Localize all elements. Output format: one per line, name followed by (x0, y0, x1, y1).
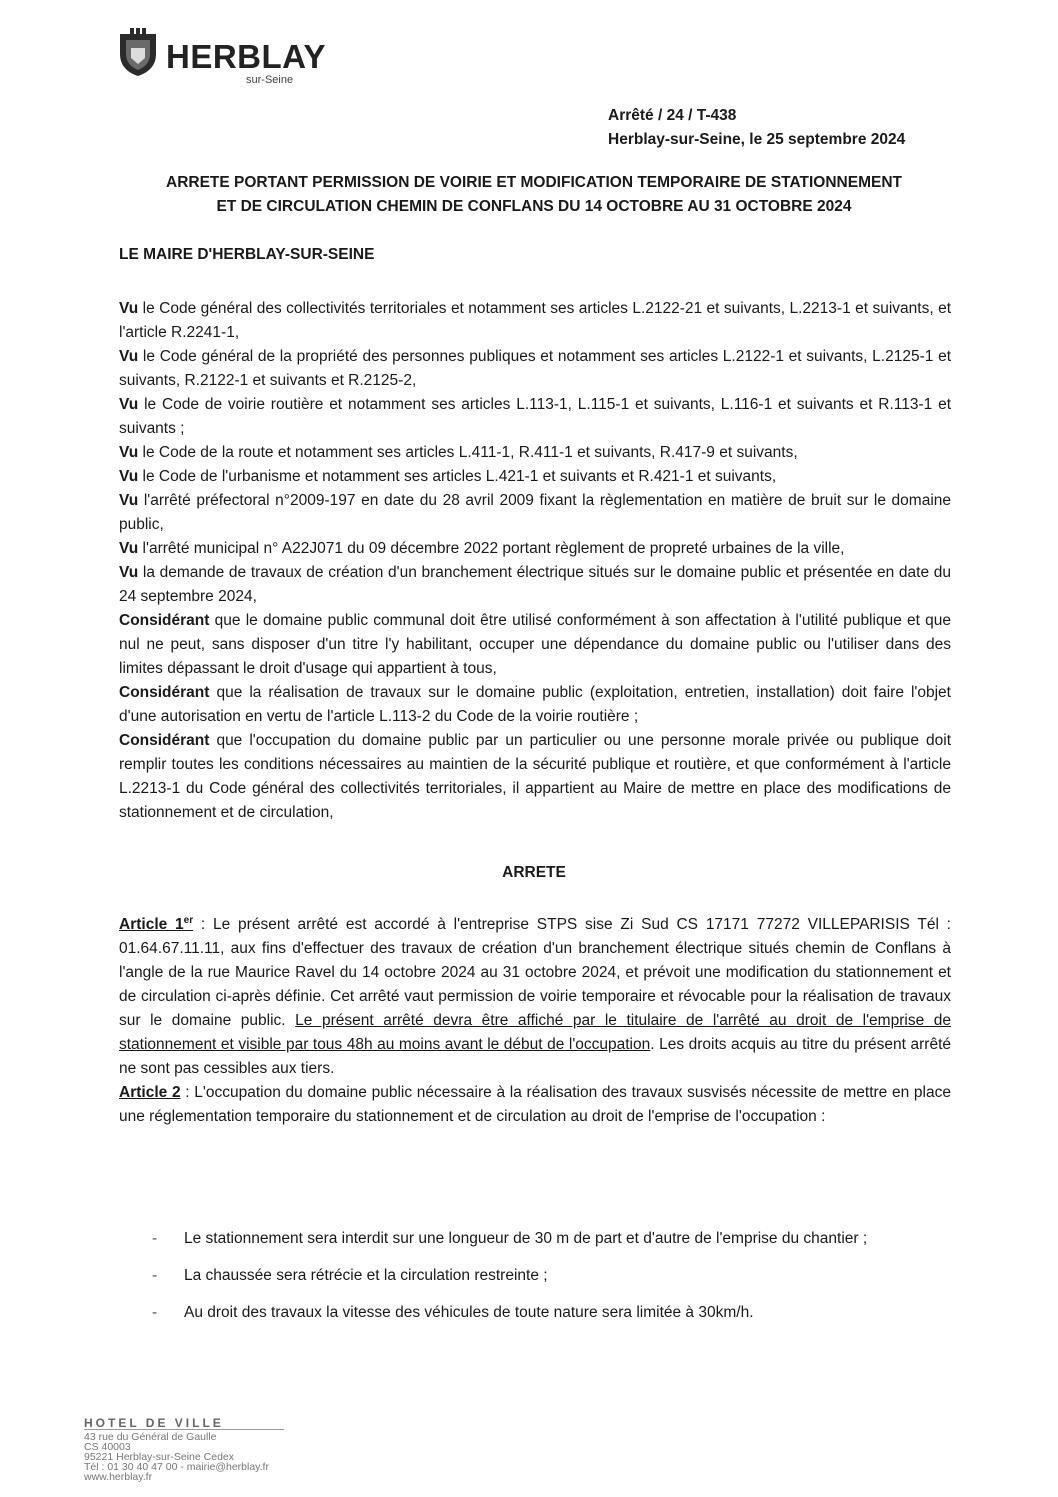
article-2-text: : L'occupation du domaine public nécessaire à la réalisation des travaux susvisés nécessite de mettre en place une réglementation temporaire du stationnement et de circulation au droit de l'emprise de l'occupation : (119, 1084, 951, 1125)
dash-bullet-icon: - (152, 1267, 158, 1284)
article-1-text-end: . Les droits acquis au titre du présent arrêté ne sont pas cessibles aux tiers. (119, 1036, 951, 1077)
consideration-lead: Considérant (119, 732, 210, 749)
article-2 (119, 1081, 951, 1129)
consideration-lead: Vu (119, 396, 139, 413)
consideration-text: l'arrêté préfectoral n°2009-197 en date du 28 avril 2009 fixant la règlementation en matière de bruit sur le domaine public, (119, 492, 951, 533)
consideration-lead: Considérant (119, 684, 210, 701)
mayor-heading: LE MAIRE D'HERBLAY-SUR-SEINE (119, 246, 375, 263)
consideration-lead: Vu (119, 564, 139, 581)
footer-address (84, 1418, 284, 1482)
consideration-lead: Vu (119, 348, 139, 365)
measure-item (152, 1257, 952, 1294)
consideration-item (119, 561, 951, 609)
consideration-item (119, 441, 951, 465)
consideration-item (119, 393, 951, 441)
logo-subtitle: sur-Seine (246, 74, 294, 86)
dash-bullet-icon: - (152, 1230, 158, 1247)
consideration-item (119, 681, 951, 729)
considerations-list (119, 297, 951, 825)
footer-website: www.herblay.fr (84, 1471, 153, 1483)
consideration-lead: Considérant (119, 612, 210, 629)
consideration-lead: Vu (119, 444, 139, 461)
consideration-text: que l'occupation du domaine public par un particulier ou une personne morale privée ou publique doit remplir toutes les conditions nécessaires au maintien de la sécurité publique et routière, et que conformément à l'article L.2213-1 du Code général des collectivités territoriales, il appartient au Maire de mettre en place des modifications de stationnement et de circulation, (119, 732, 951, 821)
article-1-label-text: Article 1 (119, 916, 184, 933)
measure-text: La chaussée sera rétrécie et la circulation restreinte ; (184, 1267, 548, 1284)
consideration-text: la demande de travaux de création d'un branchement électrique situés sur le domaine public et présentée en date du 24 septembre 2024, (119, 564, 951, 605)
article-1-label-sup: er (183, 914, 194, 926)
consideration-text: le Code de voirie routière et notamment ses articles L.113-1, L.115-1 et suivants, L.116-1 et suivants et R.113-1 et suivants ; (119, 396, 951, 437)
consideration-text: le Code général des collectivités territoriales et notamment ses articles L.2122-21 et suivants, L.2213-1 et suivants, et l'article R.2241-1, (119, 300, 951, 341)
consideration-item (119, 729, 951, 825)
consideration-lead: Vu (119, 492, 139, 509)
consideration-item (119, 345, 951, 393)
document-title (60, 171, 1008, 219)
consideration-lead: Vu (119, 300, 139, 317)
dash-bullet-icon: - (152, 1304, 158, 1321)
article-2-label: Article 2 (119, 1084, 181, 1101)
article-1-text: : Le présent arrêté est accordé à l'entreprise STPS sise Zi Sud CS 17171 77272 VILLEPARISIS Tél : 01.64.67.11.11, aux fins d'effectuer des travaux de création d'un branchement électrique situés chemin de Conflans à l'angle de la rue Maurice Ravel du 14 octobre 2024 au 31 octobre 2024, et prévoit une modification du stationnement et de circulation ci-après définie. Cet arrêté vaut permission de voirie temporaire et révocable pour la réalisation de travaux sur le domaine public. (119, 916, 951, 1029)
consideration-text: l'arrêté municipal n° A22J071 du 09 décembre 2022 portant règlement de propreté urbaines de la ville, (138, 540, 845, 557)
consideration-item (119, 465, 951, 489)
consideration-text: le Code de l'urbanisme et notamment ses articles L.421-1 et suivants et R.421-1 et suivants, (138, 468, 777, 485)
city-logo (116, 26, 356, 86)
logo-name: HERBLAY (166, 38, 326, 75)
article-1-display-requirement: Le présent arrêté devra être affiché par le titulaire de l'arrêté au droit de l'emprise de stationnement et visible par tous 48h au moins avant le début de l'occupation (119, 1012, 951, 1053)
articles (119, 913, 951, 1129)
consideration-item (119, 297, 951, 345)
measure-text: Au droit des travaux la vitesse des véhicules de toute nature sera limitée à 30km/h. (184, 1304, 754, 1321)
footer-address-line: 95221 Herblay-sur-Seine Cedex (84, 1451, 234, 1463)
measures-list (152, 1220, 952, 1331)
consideration-text: que le domaine public communal doit être utilisé conformément à son affectation à l'utilité publique et que nul ne peut, sans disposer d'un titre l'y habilitant, occuper une dépendance du domaine public ou l'utiliser dans des limites dépassant le droit d'usage qui appartient à tous, (119, 612, 951, 677)
measure-item (152, 1294, 952, 1331)
place-and-date: Herblay-sur-Seine, le 25 septembre 2024 (608, 131, 906, 148)
consideration-text: que la réalisation de travaux sur le domaine public (exploitation, entretien, installation) doit faire l'objet d'une autorisation en vertu de l'article L.113-2 du Code de la voirie routière ; (119, 684, 951, 725)
measure-item (152, 1220, 952, 1257)
footer-address-line: 43 rue du Général de Gaulle (84, 1431, 217, 1443)
decree-reference: Arrêté / 24 / T-438 (608, 107, 737, 124)
consideration-item (119, 609, 951, 681)
consideration-item (119, 537, 951, 561)
consideration-lead: Vu (119, 540, 139, 557)
reference-block (608, 104, 905, 152)
footer-name: HOTEL DE VILLE (84, 1416, 224, 1430)
footer-address-line: CS 40003 (84, 1441, 131, 1453)
article-1 (119, 913, 951, 1081)
consideration-item (119, 489, 951, 537)
title-line-1: ARRETE PORTANT PERMISSION DE VOIRIE ET MODIFICATION TEMPORAIRE DE STATIONNEMENT (166, 174, 902, 191)
consideration-text: le Code de la route et notamment ses articles L.411-1, R.411-1 et suivants, R.417-9 et suivants, (138, 444, 798, 461)
coat-of-arms-icon (116, 28, 160, 78)
measure-text: Le stationnement sera interdit sur une longueur de 30 m de part et d'autre de l'emprise du chantier ; (184, 1230, 868, 1247)
consideration-lead: Vu (119, 468, 139, 485)
title-line-2: ET DE CIRCULATION CHEMIN DE CONFLANS DU 14 OCTOBRE AU 31 OCTOBRE 2024 (216, 198, 852, 215)
article-1-label (119, 916, 193, 933)
arrete-heading: ARRETE (502, 864, 566, 881)
consideration-text: le Code général de la propriété des personnes publiques et notamment ses articles L.2122-1 et suivants, L.2125-1 et suivants, R.2122-1 et suivants et R.2125-2, (119, 348, 951, 389)
footer-contact: Tél : 01 30 40 47 00 - mairie@herblay.fr (84, 1461, 269, 1473)
